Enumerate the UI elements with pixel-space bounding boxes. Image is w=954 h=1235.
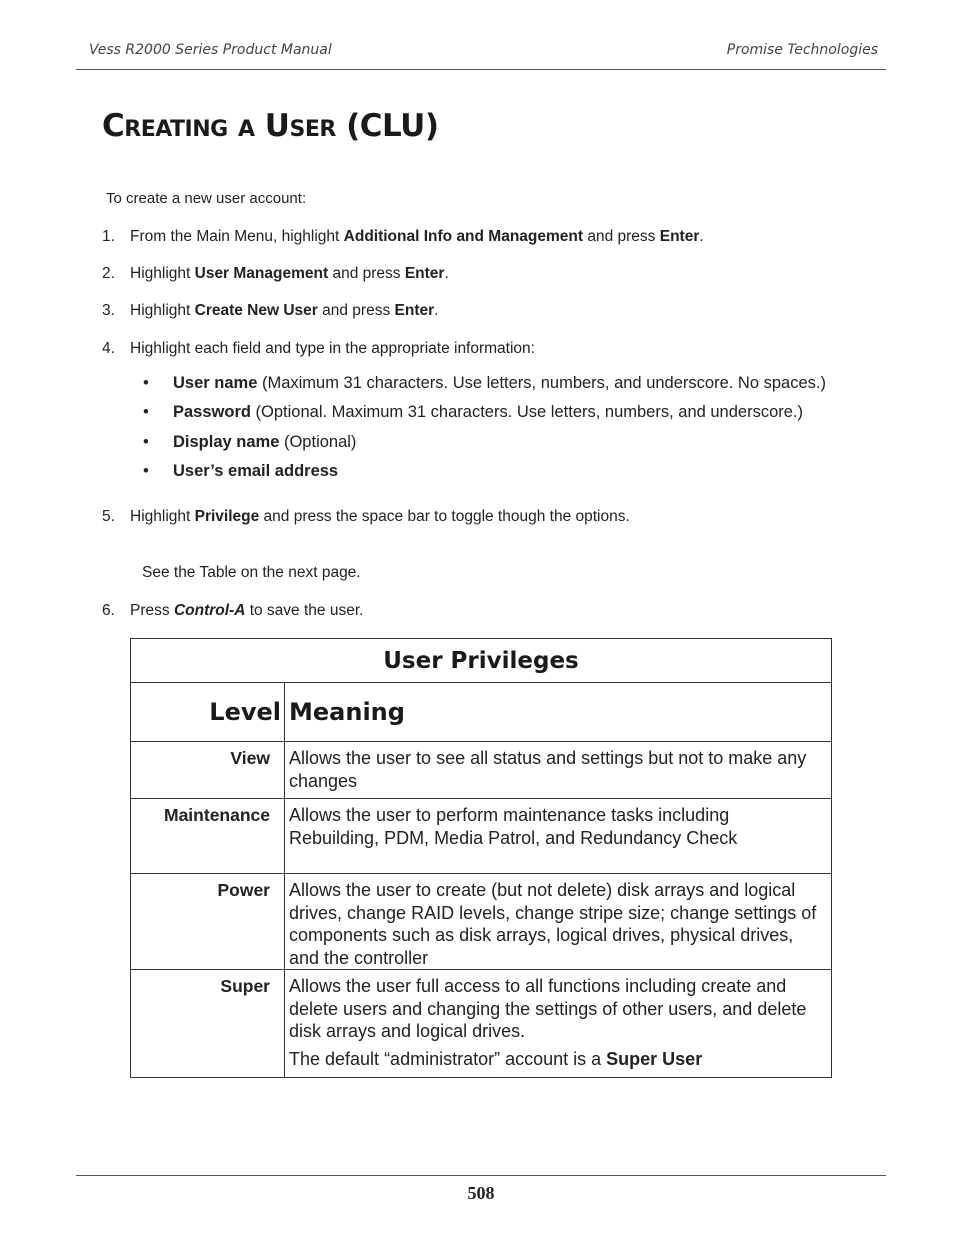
- manual-title: Vess R2000 Series Product Manual: [89, 42, 332, 58]
- step-3: 3. Highlight Create New User and press Enter.: [102, 302, 439, 319]
- level-cell: View: [131, 742, 285, 799]
- level-cell: Super: [131, 970, 285, 1078]
- running-header: [76, 40, 886, 70]
- user-privileges-table: [130, 638, 832, 1078]
- level-cell: Power: [131, 874, 285, 970]
- step-2: 2. Highlight User Management and press Enter.: [102, 265, 449, 282]
- table-note: See the Table on the next page.: [142, 564, 361, 581]
- bullet-password: • Password (Optional. Maximum 31 characters. Use letters, numbers, and underscore.): [143, 403, 804, 421]
- table-row: [131, 742, 832, 799]
- page-number: 508: [467, 1183, 495, 1203]
- table-row: [131, 970, 832, 1078]
- step-6: 6. Press Control-A to save the user.: [102, 602, 364, 619]
- bullet-email: • User’s email address: [143, 462, 339, 480]
- company-name: Promise Technologies: [726, 42, 878, 58]
- step-1: 1. From the Main Menu, highlight Additional Info and Management and press Enter.: [102, 228, 704, 245]
- meaning-cell: Allows the user to create (but not delete) disk arrays and logical drives, change RAID levels, change stripe size; change settings of components such as disk arrays, logical drives, physical drives, and the controller: [285, 874, 832, 970]
- page-title: Creating a User (CLU): [102, 108, 439, 144]
- level-cell: Maintenance: [131, 799, 285, 874]
- meaning-cell: Allows the user to perform maintenance tasks including Rebuilding, PDM, Media Patrol, and Redundancy Check: [285, 799, 832, 874]
- table-caption: User Privileges: [131, 639, 832, 683]
- table-row: [131, 874, 832, 970]
- table-row: [131, 799, 832, 874]
- column-header-meaning: Meaning: [285, 683, 832, 742]
- meaning-cell: Allows the user full access to all functions including create and delete users and changing the settings of other users, and delete disk arrays and logical drives. The default “administrator” account is a Super User: [285, 970, 832, 1078]
- meaning-cell: Allows the user to see all status and settings but not to make any changes: [285, 742, 832, 799]
- bullet-user-name: • User name (Maximum 31 characters. Use letters, numbers, and underscore. No spaces.): [143, 374, 826, 392]
- intro-text: To create a new user account:: [106, 190, 307, 207]
- page-footer: [76, 1175, 886, 1204]
- step-4: 4. Highlight each field and type in the appropriate information:: [102, 340, 535, 357]
- bullet-display-name: • Display name (Optional): [143, 433, 357, 451]
- column-header-level: Level: [131, 683, 285, 742]
- step-5: 5. Highlight Privilege and press the space bar to toggle though the options.: [102, 508, 630, 525]
